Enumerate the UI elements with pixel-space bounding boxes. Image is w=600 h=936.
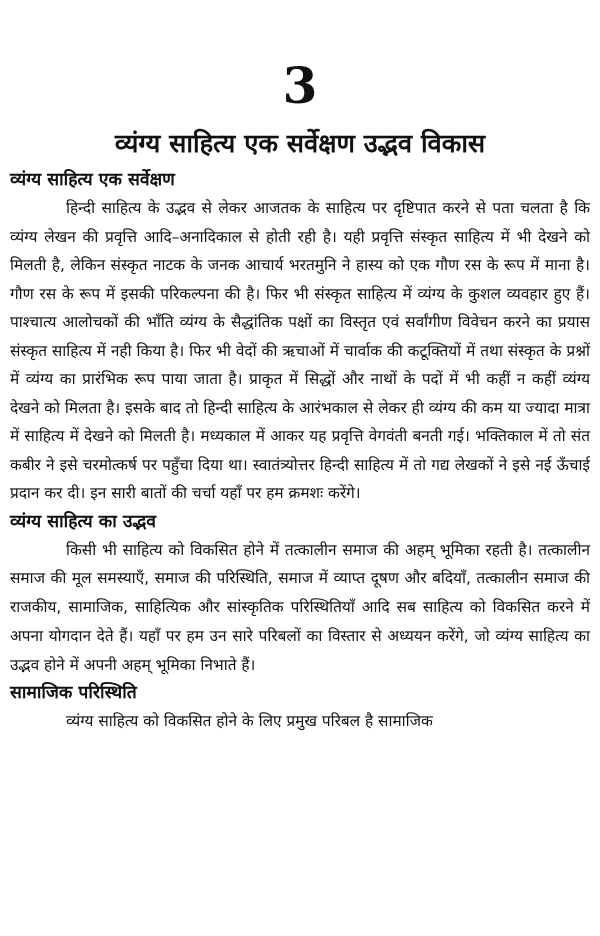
section-paragraph: व्यंग्य साहित्य को विकसित होने के लिए प्रमुख परिबल है सामाजिक — [66, 712, 433, 731]
section-paragraph: किसी भी साहित्य को विकसित होने में तत्कालीन समाज की अहम् भूमिका रहती है। तत्कालीन समाज की मूल समस्याएँ, समाज की परिस्थिति, समाज में व्याप्त दूषण और बदियाँ, तत्कालीन समाज की राजकीय, सामाजिक, साहित्यिक और सांस्कृतिक परिस्थितियाँ आदि सब साहित्य को विकसित करने में अपना योगदान देते हैं। यहाँ पर हम उन सारे परिबलों का विस्तार से अध्ययन करेंगे, जो व्यंग्य साहित्य का उद्भव होने में अपनी अहम् भूमिका निभाते हैं। — [10, 540, 590, 674]
book-page — [10, 0, 590, 936]
chapter-title: व्यंग्य साहित्य एक सर्वेक्षण उद्भव विकास — [114, 129, 486, 159]
section-paragraph: हिन्दी साहित्य के उद्भव से लेकर आजतक के साहित्य पर दृष्टिपात करने से पता चलता है कि व्यंग्य लेखन की प्रवृत्ति आदि–अनादिकाल से होती रही है। यही प्रवृत्ति संस्कृत साहित्य में भी देखने को मिलती है, लेकिन संस्कृत नाटक के जनक आचार्य भरतमुनि ने हास्य को एक गौण रस के रूप में माना है। गौण रस के रूप में इसकी परिकल्पना की है। फिर भी संस्कृत साहित्य में व्यंग्य के कुशल व्यवहार हुए हैं। पाश्चात्य आलोचकों की भाँति व्यंग्य के सैद्धांतिक पक्षों का विस्तृत एवं सर्वांगीण विवेचन करने का प्रयास संस्कृत साहित्य में नही किया है। फिर भी वेदों की ऋचाओं में चार्वाक की कटूक्तियों में तथा संस्कृत के प्रश्नों में व्यंग्य का प्रारंभिक रूप पाया जाता है। प्राकृत में सिद्धों और नाथों के पदों में भी कहीं न कहीं व्यंग्य देखने को मिलता है। इसके बाद तो हिन्दी साहित्य के आरंभकाल से लेकर ही व्यंग्य की कम या ज्यादा मात्रा में साहित्य में देखने को मिलती है। मध्यकाल में आकर यह प्रवृत्ति वेगवंती बनती गई। भक्तिकाल में तो संत कबीर ने इसे चरमोत्कर्ष पर पहुँचा दिया था। स्वातंत्र्योत्तर हिन्दी साहित्य में तो गद्य लेखकों ने इसे नई ऊँचाई प्रदान कर दी। इन सारी बातों की चर्चा यहाँ पर हम क्रमशः करेंगे। — [10, 199, 590, 502]
section-social-circumstance — [10, 679, 590, 736]
chapter-number: 3 — [282, 56, 318, 115]
section-heading: सामाजिक परिस्थिति — [10, 683, 137, 704]
section-heading: व्यंग्य साहित्य एक सर्वेक्षण — [10, 170, 175, 190]
section-heading: व्यंग्य साहित्य का उद्भव — [10, 511, 156, 532]
section-origin — [10, 508, 590, 680]
section-survey — [10, 166, 590, 508]
